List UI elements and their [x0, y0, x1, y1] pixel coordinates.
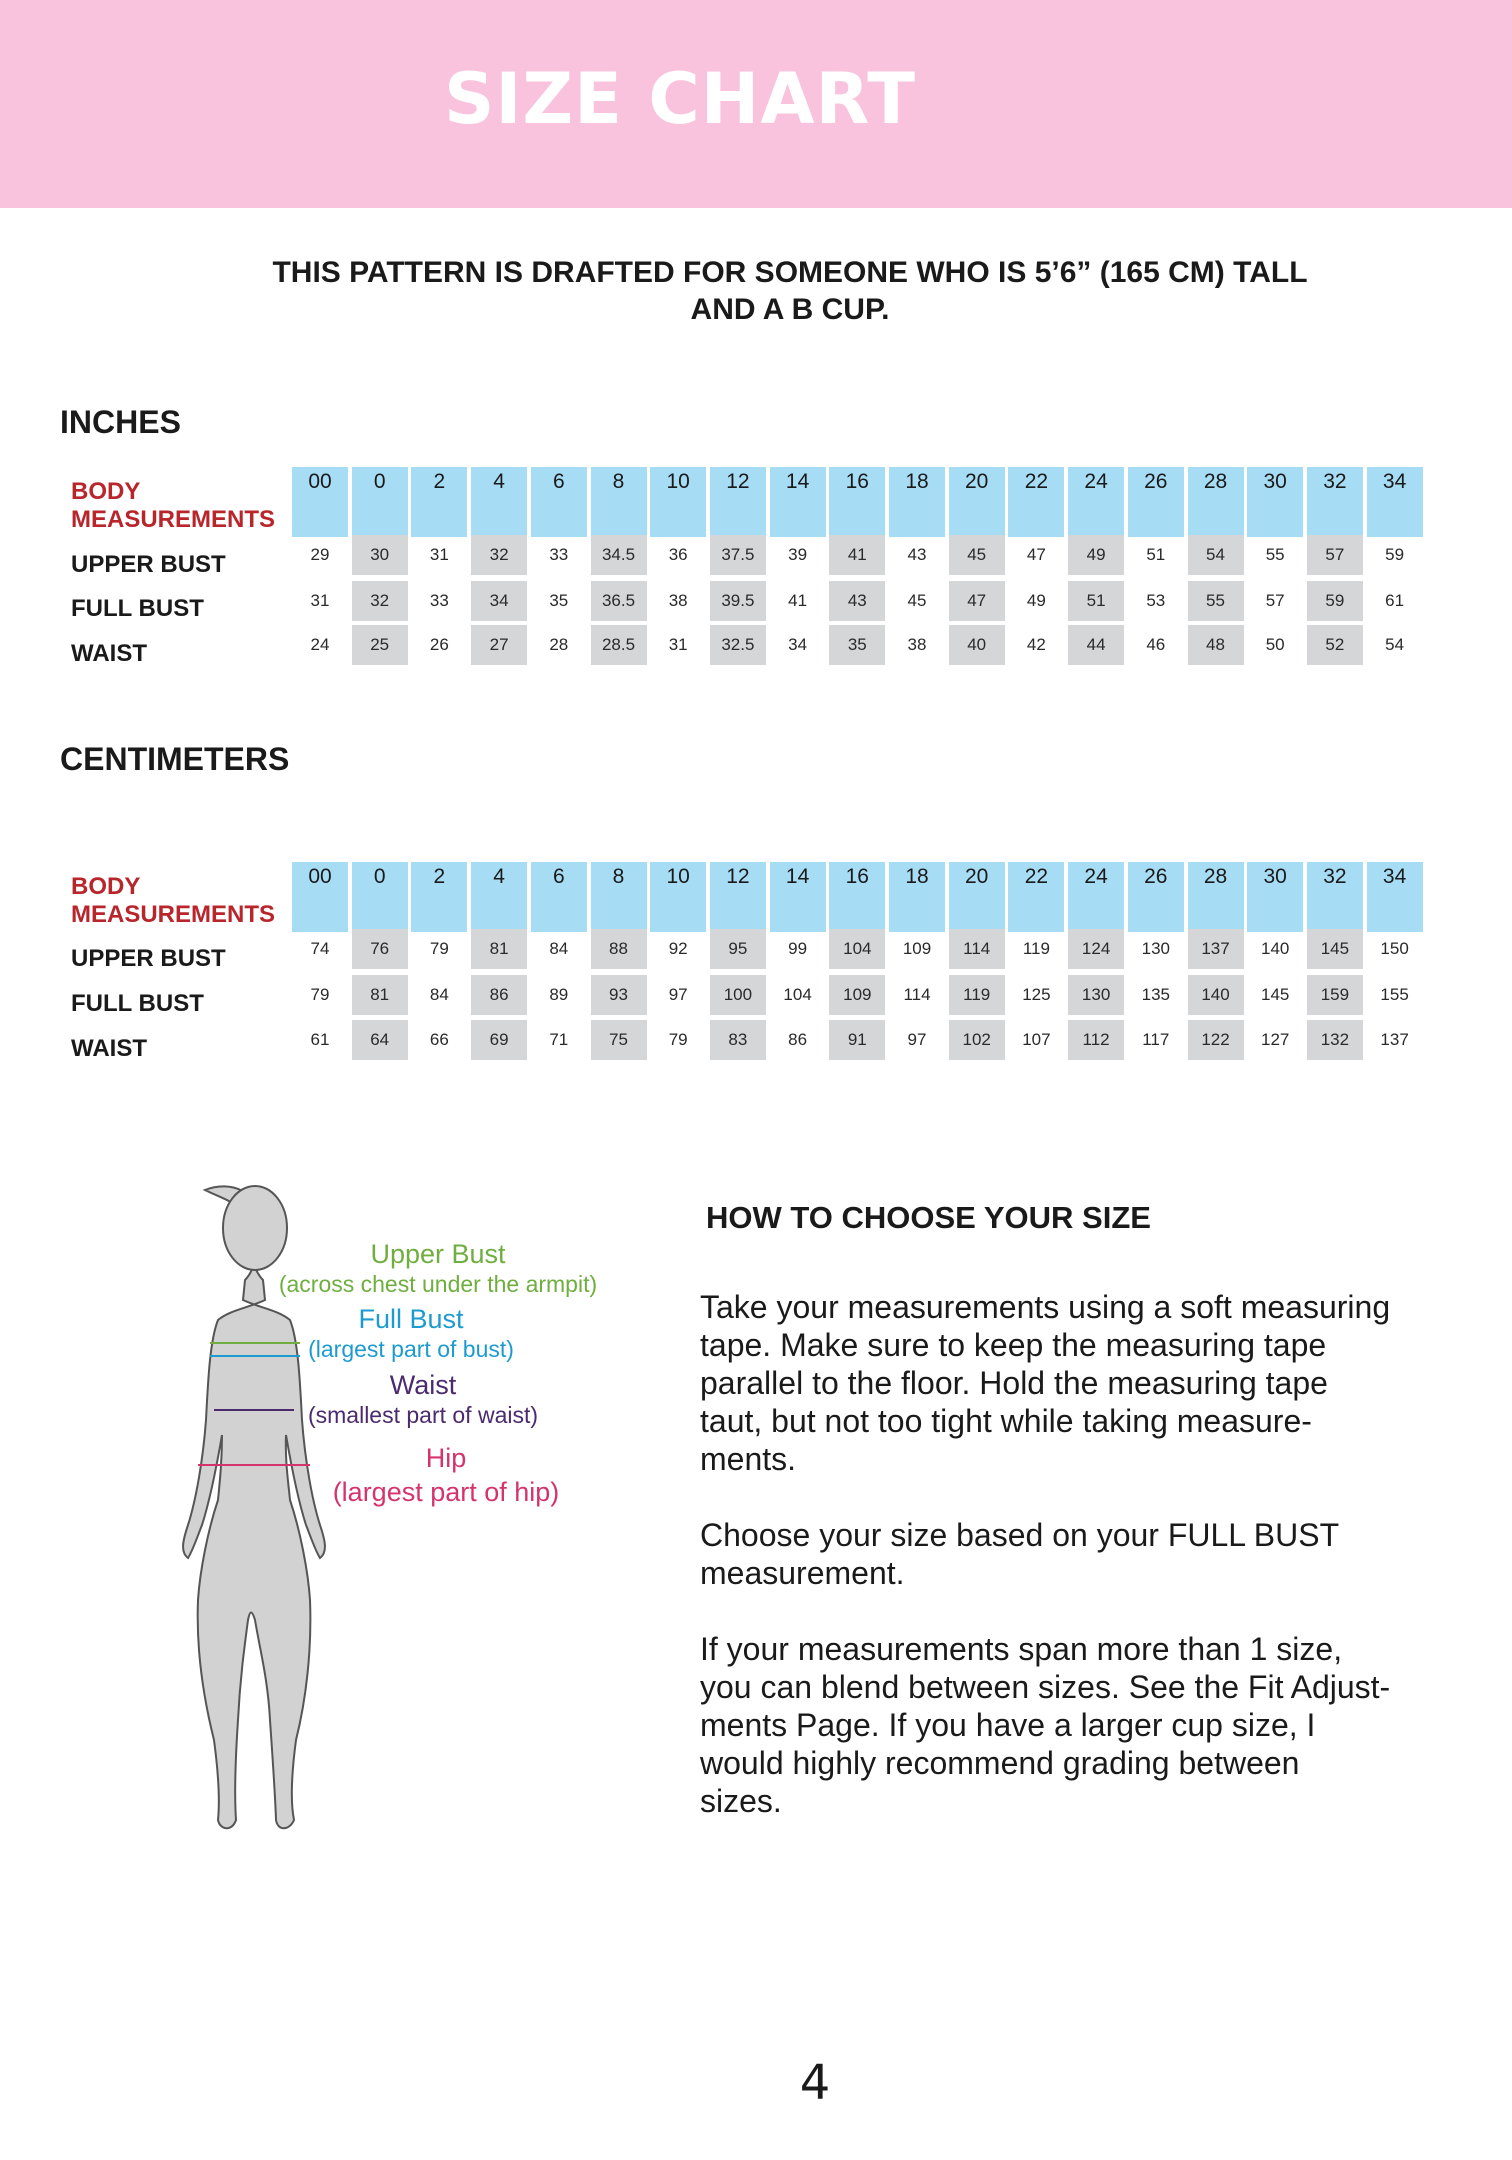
- cm-size-header-30: 30: [1247, 862, 1303, 932]
- p3-line: sizes.: [700, 1783, 782, 1819]
- inches-cell: 24: [310, 635, 330, 654]
- inches-cell: 47: [1026, 545, 1046, 564]
- cm-size-header-8: 8: [591, 862, 647, 932]
- inches-cell: 59: [1385, 545, 1405, 564]
- inches-size-header-16: 16: [829, 467, 885, 537]
- p3-line: If your measurements span more than 1 size,: [700, 1631, 1343, 1667]
- inches-cell: 25: [352, 625, 408, 665]
- inches-cell: 33: [549, 545, 569, 564]
- cm-cell: 117: [1142, 1030, 1170, 1049]
- cm-cell: 99: [788, 939, 808, 958]
- inches-cell: 39.5: [710, 581, 766, 621]
- cm-cell: 89: [549, 985, 569, 1004]
- inches-cell: 27: [471, 625, 527, 665]
- p3-line: ments Page. If you have a larger cup size, I: [700, 1707, 1316, 1743]
- legend-hip-desc: (largest part of hip): [332, 1477, 560, 1507]
- cm-row-label-waist: WAIST: [71, 1035, 147, 1062]
- cm-cell: 88: [591, 929, 647, 969]
- cm-cell: 159: [1307, 975, 1363, 1015]
- inches-cell: 45: [949, 535, 1005, 575]
- cm-cell: 81: [352, 975, 408, 1015]
- intro-text: [0, 254, 1512, 328]
- cm-cell: 91: [829, 1020, 885, 1060]
- p1-line: taut, but not too tight while taking measure-: [700, 1403, 1312, 1439]
- inches-cell: 47: [949, 581, 1005, 621]
- cm-cell: 66: [429, 1030, 449, 1049]
- cm-body-label-line-2: MEASUREMENTS: [71, 901, 276, 928]
- inches-size-header-0: 0: [352, 467, 408, 537]
- centimeters-section-label: CENTIMETERS: [60, 741, 290, 777]
- inches-cell: 42: [1026, 635, 1046, 654]
- cm-cell: 79: [668, 1030, 688, 1049]
- legend-waist-title: Waist: [389, 1370, 457, 1400]
- cm-cell: 125: [1022, 985, 1051, 1004]
- inches-cell: 43: [829, 581, 885, 621]
- inches-cell: 30: [352, 535, 408, 575]
- how-to-paragraph-1: [700, 1288, 1460, 1478]
- inches-size-header-20: 20: [949, 467, 1005, 537]
- cm-cell: 92: [668, 939, 688, 958]
- legend-full-bust: [300, 1303, 522, 1363]
- p3-line: would highly recommend grading between: [700, 1745, 1300, 1781]
- inches-cell: 34: [471, 581, 527, 621]
- inches-size-header-4: 4: [471, 467, 527, 537]
- cm-cell: 102: [949, 1020, 1005, 1060]
- cm-cell: 75: [591, 1020, 647, 1060]
- cm-size-header-16: 16: [829, 862, 885, 932]
- inches-size-header-12: 12: [710, 467, 766, 537]
- cm-size-header-22: 22: [1008, 862, 1064, 932]
- cm-cell: 122: [1188, 1020, 1244, 1060]
- cm-cell: 119: [949, 975, 1005, 1015]
- cm-cell: 97: [907, 1030, 927, 1049]
- cm-size-header-32: 32: [1307, 862, 1363, 932]
- inches-cell: 37.5: [710, 535, 766, 575]
- legend-hip: [326, 1440, 566, 1508]
- cm-row-label-upper-bust: UPPER BUST: [71, 945, 226, 972]
- inches-cell: 52: [1307, 625, 1363, 665]
- cm-cell: 109: [829, 975, 885, 1015]
- p1-line: parallel to the floor. Hold the measuring tape: [700, 1365, 1328, 1401]
- inches-size-header-24: 24: [1068, 467, 1124, 537]
- legend-full-bust-title: Full Bust: [358, 1304, 464, 1334]
- cm-cell: 86: [471, 975, 527, 1015]
- p1-line: Take your measurements using a soft measuring: [700, 1289, 1391, 1325]
- how-to-title: HOW TO CHOOSE YOUR SIZE: [706, 1200, 1151, 1235]
- cm-cell: 132: [1307, 1020, 1363, 1060]
- inches-row-label-full-bust: FULL BUST: [71, 595, 204, 622]
- cm-size-header-28: 28: [1188, 862, 1244, 932]
- inches-body-label-line-2: MEASUREMENTS: [71, 506, 276, 533]
- inches-cell: 34.5: [591, 535, 647, 575]
- cm-cell: 95: [710, 929, 766, 969]
- intro-line-2: AND A B CUP.: [690, 293, 890, 326]
- inches-cell: 28.5: [591, 625, 647, 665]
- legend-waist: [296, 1369, 550, 1429]
- inches-cell: 54: [1385, 635, 1405, 654]
- inches-cell: 53: [1146, 591, 1166, 610]
- cm-cell: 104: [783, 985, 812, 1004]
- legend-waist-desc: (smallest part of waist): [307, 1402, 539, 1428]
- inches-body-measurements-label: [71, 478, 275, 534]
- cm-row-label-full-bust: FULL BUST: [71, 990, 204, 1017]
- inches-size-header-22: 22: [1008, 467, 1064, 537]
- inches-cell: 61: [1385, 591, 1405, 610]
- cm-size-header-4: 4: [471, 862, 527, 932]
- inches-cell: 57: [1265, 591, 1285, 610]
- inches-cell: 49: [1068, 535, 1124, 575]
- how-to-paragraph-2: [700, 1516, 1460, 1592]
- cm-cell: 145: [1261, 985, 1290, 1004]
- cm-size-header-14: 14: [770, 862, 826, 932]
- inches-size-header-10: 10: [650, 467, 706, 537]
- legend-full-bust-desc: (largest part of bust): [308, 1336, 514, 1362]
- inches-size-header-26: 26: [1128, 467, 1184, 537]
- inches-cell: 43: [907, 545, 927, 564]
- intro-line-1: THIS PATTERN IS DRAFTED FOR SOMEONE WHO IS 5’6” (165 CM) TALL: [272, 256, 1308, 289]
- inches-cell: 36: [668, 545, 688, 564]
- cm-body-label-line-1: BODY: [71, 873, 141, 900]
- inches-cell: 26: [429, 635, 449, 654]
- legend-upper-bust-desc: (across chest under the armpit): [278, 1271, 598, 1297]
- inches-cell: 31: [668, 635, 688, 654]
- cm-cell: 135: [1141, 985, 1170, 1004]
- inches-cell: 32.5: [710, 625, 766, 665]
- inches-cell: 28: [549, 635, 569, 654]
- inches-body-label-line-1: BODY: [71, 478, 141, 505]
- inches-cell: 38: [668, 591, 688, 610]
- inches-cell: 45: [907, 591, 927, 610]
- cm-cell: 69: [471, 1020, 527, 1060]
- cm-size-header-0: 0: [352, 862, 408, 932]
- cm-size-header-10: 10: [650, 862, 706, 932]
- cm-cell: 127: [1261, 1030, 1290, 1049]
- cm-cell: 114: [903, 985, 931, 1004]
- inches-size-header-14: 14: [770, 467, 826, 537]
- cm-cell: 100: [710, 975, 766, 1015]
- inches-cell: 48: [1188, 625, 1244, 665]
- p1-line: tape. Make sure to keep the measuring tape: [700, 1327, 1327, 1363]
- cm-size-header-26: 26: [1128, 862, 1184, 932]
- inches-size-header-18: 18: [889, 467, 945, 537]
- cm-cell: 124: [1068, 929, 1124, 969]
- inches-cell: 31: [310, 591, 330, 610]
- inches-size-header-00: 00: [292, 467, 348, 537]
- cm-size-header-24: 24: [1068, 862, 1124, 932]
- how-to-paragraph-3: [700, 1630, 1460, 1820]
- cm-cell: 140: [1261, 939, 1290, 958]
- cm-cell: 86: [788, 1030, 808, 1049]
- inches-cell: 40: [949, 625, 1005, 665]
- inches-cell: 31: [429, 545, 449, 564]
- cm-cell: 84: [549, 939, 569, 958]
- p1-line: ments.: [700, 1441, 797, 1477]
- cm-body-measurements-label: [71, 873, 275, 929]
- cm-cell: 104: [829, 929, 885, 969]
- inches-cell: 46: [1146, 635, 1166, 654]
- cm-cell: 79: [429, 939, 449, 958]
- inches-size-header-34: 34: [1367, 467, 1423, 537]
- inches-cell: 51: [1146, 545, 1166, 564]
- inches-cell: 51: [1068, 581, 1124, 621]
- cm-size-header-20: 20: [949, 862, 1005, 932]
- inches-cell: 55: [1265, 545, 1285, 564]
- inches-cell: 41: [788, 591, 808, 610]
- cm-cell: 150: [1380, 939, 1409, 958]
- cm-cell: 81: [471, 929, 527, 969]
- cm-size-header-18: 18: [889, 862, 945, 932]
- cm-cell: 83: [710, 1020, 766, 1060]
- cm-cell: 119: [1022, 939, 1050, 958]
- cm-size-header-2: 2: [411, 862, 467, 932]
- inches-section-label: INCHES: [60, 404, 181, 440]
- cm-cell: 114: [949, 929, 1005, 969]
- legend-hip-title: Hip: [425, 1443, 467, 1473]
- inches-size-header-30: 30: [1247, 467, 1303, 537]
- inches-cell: 33: [429, 591, 449, 610]
- cm-size-header-34: 34: [1367, 862, 1423, 932]
- inches-cell: 34: [788, 635, 808, 654]
- inches-cell: 54: [1188, 535, 1244, 575]
- inches-cell: 32: [352, 581, 408, 621]
- inches-size-header-2: 2: [411, 467, 467, 537]
- inches-cell: 49: [1026, 591, 1046, 610]
- cm-size-header-6: 6: [531, 862, 587, 932]
- cm-cell: 107: [1022, 1030, 1051, 1049]
- inches-row-label-waist: WAIST: [71, 640, 147, 667]
- cm-cell: 61: [310, 1030, 330, 1049]
- cm-cell: 71: [549, 1030, 569, 1049]
- cm-cell: 137: [1188, 929, 1244, 969]
- cm-size-header-12: 12: [710, 862, 766, 932]
- cm-cell: 145: [1307, 929, 1363, 969]
- cm-cell: 137: [1380, 1030, 1409, 1049]
- inches-cell: 55: [1188, 581, 1244, 621]
- inches-cell: 44: [1068, 625, 1124, 665]
- legend-upper-bust: [266, 1238, 610, 1298]
- inches-cell: 35: [549, 591, 569, 610]
- inches-cell: 39: [788, 545, 808, 564]
- inches-cell: 38: [907, 635, 927, 654]
- inches-cell: 59: [1307, 581, 1363, 621]
- cm-size-header-00: 00: [292, 862, 348, 932]
- legend-upper-bust-title: Upper Bust: [370, 1239, 506, 1269]
- cm-cell: 112: [1068, 1020, 1124, 1060]
- cm-cell: 155: [1380, 985, 1409, 1004]
- inches-cell: 57: [1307, 535, 1363, 575]
- p3-line: you can blend between sizes. See the Fit Adjust-: [700, 1669, 1391, 1705]
- cm-cell: 97: [668, 985, 688, 1004]
- page-number: 4: [799, 2055, 831, 2111]
- inches-cell: 50: [1265, 635, 1285, 654]
- inches-cell: 29: [310, 545, 330, 564]
- cm-cell: 74: [310, 939, 330, 958]
- cm-cell: 109: [902, 939, 932, 958]
- cm-cell: 64: [352, 1020, 408, 1060]
- cm-cell: 130: [1068, 975, 1124, 1015]
- inches-size-header-8: 8: [591, 467, 647, 537]
- cm-cell: 130: [1141, 939, 1170, 958]
- cm-cell: 140: [1188, 975, 1244, 1015]
- inches-cell: 32: [471, 535, 527, 575]
- inches-size-header-32: 32: [1307, 467, 1363, 537]
- inches-cell: 36.5: [591, 581, 647, 621]
- p2-line: Choose your size based on your FULL BUST: [700, 1517, 1340, 1553]
- inches-size-header-6: 6: [531, 467, 587, 537]
- cm-cell: 76: [352, 929, 408, 969]
- inches-row-label-upper-bust: UPPER BUST: [71, 551, 226, 578]
- p2-line: measurement.: [700, 1555, 905, 1591]
- inches-cell: 35: [829, 625, 885, 665]
- cm-cell: 84: [429, 985, 449, 1004]
- inches-size-header-28: 28: [1188, 467, 1244, 537]
- page-title: SIZE CHART: [443, 58, 917, 140]
- cm-cell: 93: [591, 975, 647, 1015]
- cm-cell: 79: [310, 985, 330, 1004]
- inches-cell: 41: [829, 535, 885, 575]
